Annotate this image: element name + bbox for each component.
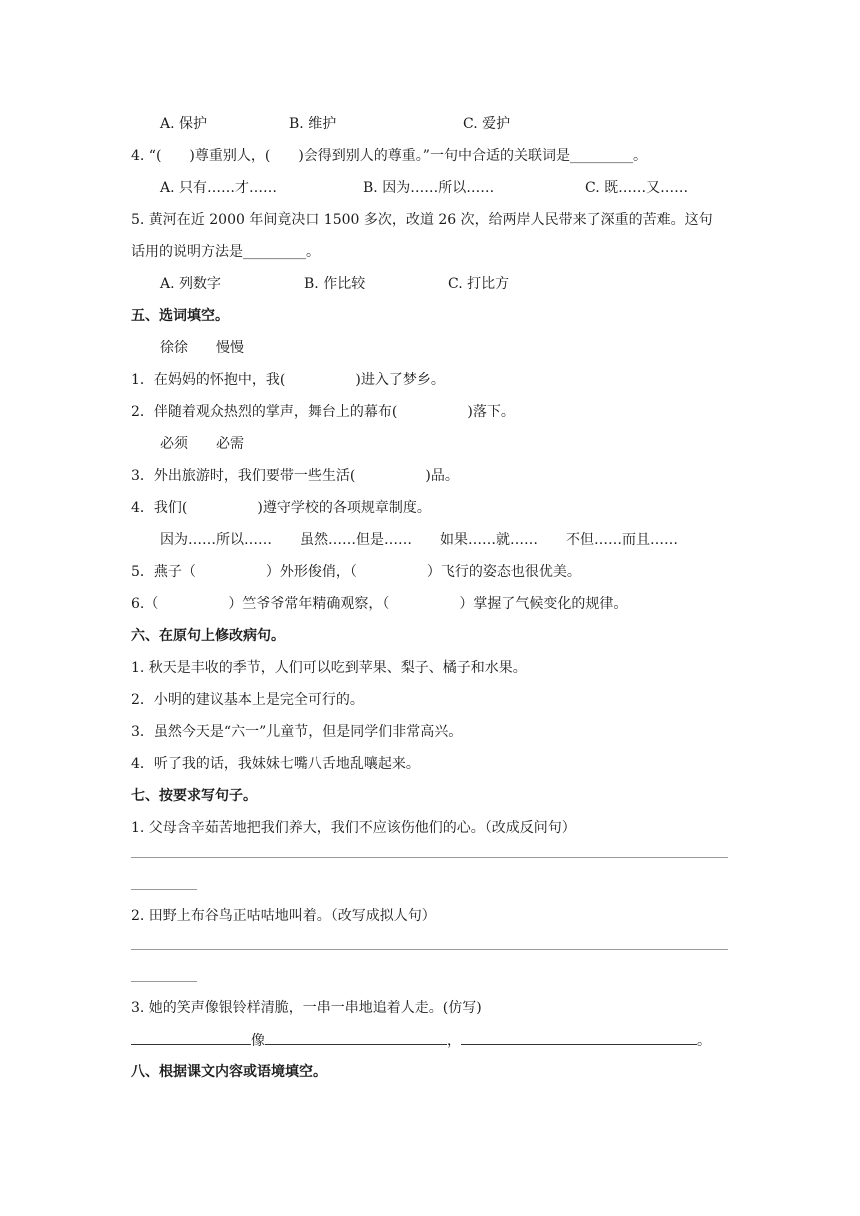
section-7-title: 七、按要求写句子。 (131, 788, 257, 804)
section-5-title: 五、选词填空。 (131, 308, 229, 324)
sec5-question-4: 4．我们( )遵守学校的各项规章制度。 (131, 500, 431, 516)
answer-line[interactable] (131, 949, 728, 950)
sec5-conjunction-options: 因为……所以…… 虽然……但是…… 如果……就…… 不但……而且…… (160, 532, 678, 548)
section-6-title: 六、在原句上修改病句。 (131, 628, 285, 644)
q3-option-c: C. 爱护 (463, 116, 511, 132)
q5-option-a: A. 列数字 (160, 276, 222, 292)
q4-question: 4. “( )尊重别人，( )会得到别人的尊重。”一句中合适的关联词是_________。 (131, 148, 647, 164)
q5-option-c: C. 打比方 (448, 276, 510, 292)
answer-line-continuation[interactable] (131, 981, 197, 982)
q4-option-b: B. 因为……所以…… (363, 180, 495, 196)
sec6-question-3: 3．虽然今天是“六一”儿童节，但是同学们非常高兴。 (131, 724, 463, 740)
sec6-question-1: 1. 秋天是丰收的季节，人们可以吃到苹果、梨子、橘子和水果。 (131, 660, 527, 676)
imitation-blank-2[interactable] (265, 1030, 447, 1045)
sec7-imitation-row (131, 1030, 711, 1051)
sec5-question-2: 2．伴随着观众热烈的掌声，舞台上的幕布( )落下。 (131, 404, 515, 420)
imitation-blank-1[interactable] (131, 1030, 251, 1045)
q5-question-line2: 话用的说明方法是_________。 (131, 244, 320, 260)
sec5-word-pair-1: 徐徐 慢慢 (160, 340, 244, 356)
section-8-title: 八、根据课文内容或语境填空。 (131, 1064, 327, 1080)
sec6-question-2: 2．小明的建议基本上是完全可行的。 (131, 692, 364, 708)
q4-option-c: C. 既……又…… (585, 180, 689, 196)
imitation-blank-3[interactable] (461, 1030, 697, 1045)
imitation-word-like: 像 (251, 1033, 265, 1049)
imitation-period: 。 (697, 1033, 711, 1049)
q5-question-line1: 5. 黄河在近 2000 年间竟决口 1500 多次，改道 26 次，给两岸人民带来了深重的苦难。这句 (131, 212, 713, 228)
sec6-question-4: 4．听了我的话，我妹妹七嘴八舌地乱嚷起来。 (131, 756, 420, 772)
q3-option-a: A. 保护 (160, 116, 208, 132)
sec5-question-1: 1．在妈妈的怀抱中，我( )进入了梦乡。 (131, 372, 445, 388)
imitation-comma: ， (447, 1033, 461, 1049)
sec5-question-6: 6.（ ）竺爷爷常年精确观察，（ ）掌握了气候变化的规律。 (131, 596, 628, 612)
sec5-question-5: 5．燕子（ ）外形俊俏，（ ）飞行的姿态也很优美。 (131, 564, 581, 580)
sec5-question-3: 3．外出旅游时，我们要带一些生活( )品。 (131, 468, 459, 484)
sec7-question-2: 2. 田野上布谷鸟正咕咕地叫着。（改写成拟人句） (131, 908, 436, 924)
sec5-word-pair-2: 必须 必需 (160, 436, 244, 452)
q3-option-b: B. 维护 (289, 116, 337, 132)
sec7-question-1: 1. 父母含辛茹苦地把我们养大，我们不应该伤他们的心。（改成反问句） (131, 820, 576, 836)
q5-option-b: B. 作比较 (304, 276, 366, 292)
sec7-question-3: 3. 她的笑声像银铃样清脆，一串一串地追着人走。(仿写) (131, 1000, 482, 1016)
q4-option-a: A. 只有……才…… (160, 180, 278, 196)
answer-line-continuation[interactable] (131, 889, 197, 890)
answer-line[interactable] (131, 857, 728, 858)
